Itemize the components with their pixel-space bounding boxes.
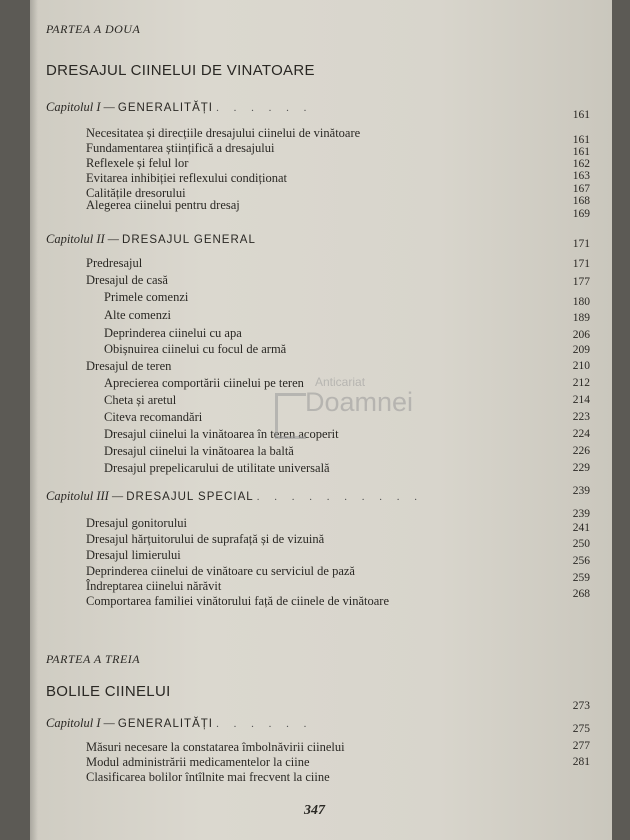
toc-entry: Predresajul [86,256,143,270]
chapter-heading [46,232,256,247]
toc-entry: Aprecierea comportării ciinelui pe teren [104,376,304,390]
toc-entry-page: 163 [572,170,590,182]
chapter-page: 239 [572,485,590,497]
chapter-page: 161 [572,109,590,121]
toc-entry-page: 273 [572,700,590,712]
toc-entry: Măsuri necesare la constatarea îmbolnăvirii ciinelui [86,740,345,754]
chapter-title: GENERALITĂȚI [117,718,213,730]
toc-entry: Cheta și aretul [104,393,177,407]
toc-entry-page: 210 [572,360,590,372]
chapter-heading [46,100,312,115]
toc-entry: Îndreptarea ciinelui nărăvit [86,579,222,593]
page-number: 347 [304,803,325,818]
toc-entry-page: 277 [572,740,590,752]
leader-dots: . . . . . . [216,718,313,730]
toc-entry-page: 169 [572,208,590,220]
toc-entry-page: 239 [572,508,590,520]
toc-entry: Clasificarea bolilor întîlnite mai frecvent la ciine [86,770,330,784]
toc-entry: Evitarea inhibiției reflexului condiționat [86,171,287,185]
toc-entry-page: 226 [572,445,590,457]
toc-entry-page: 241 [572,522,590,534]
toc-entry: Primele comenzi [104,290,189,304]
toc-entry-page: 167 [572,183,590,195]
toc-entry: Alegerea ciinelui pentru dresaj [86,198,240,212]
watermark-big-text: Doamnei [305,387,414,417]
chapter-title: DRESAJUL SPECIAL [126,491,254,503]
toc-entry-page: 177 [572,276,590,288]
toc-entry-page: 256 [572,555,590,567]
chapter-title: GENERALITĂȚI [117,102,213,114]
chapter-title: DRESAJUL GENERAL [122,234,256,246]
watermark-bracket-shape [275,393,306,439]
toc-entry: Calitățile dresorului [86,186,186,200]
toc-entry: Modul administrării medicamentelor la ciine [86,755,310,769]
leader-dots: . . . . . . [216,102,313,114]
chapter-page: 171 [572,238,590,250]
anticariat-watermark-logo [275,375,445,445]
toc-entry-page: 189 [572,312,590,324]
toc-entry-page: 161 [572,146,590,158]
toc-entry-page: 206 [572,329,590,341]
chapter-page: 275 [572,723,590,735]
toc-entry: Alte comenzi [104,308,171,322]
toc-entry-page: 214 [572,394,590,406]
toc-entry: Dresajul ciinelui la vinătoarea în teren acoperit [104,427,339,441]
chapter-heading [46,489,423,504]
toc-entry-page: 161 [572,134,590,146]
toc-entry-page: 162 [572,158,590,170]
chapter-label: Capitolul II — [46,232,123,246]
book-page [30,0,612,840]
toc-entry: Dresajul gonitorului [86,516,188,530]
toc-entry-page: 259 [572,572,590,584]
chapter-label: Capitolul III — [46,489,127,503]
part3-title: BOLILE CIINELUI [46,683,171,700]
chapter-label: Capitolul I — [46,716,118,730]
toc-entry-page: 281 [572,756,590,768]
part2-title: DRESAJUL CIINELUI DE VINATOARE [46,62,315,79]
toc-entry-page: 168 [572,195,590,207]
chapter-label: Capitolul I — [46,100,118,114]
leader-dots: . . . . . . . . . . [256,491,424,503]
toc-entry: Dresajul prepelicarului de utilitate universală [104,461,330,475]
page-gutter-shadow [30,0,38,840]
toc-entry: Obișnuirea ciinelui cu focul de armă [104,342,287,356]
toc-entry: Deprinderea ciinelui cu apa [104,326,242,340]
toc-entry-page: 268 [572,588,590,600]
toc-entry-page: 180 [572,296,590,308]
toc-entry-page: 250 [572,538,590,550]
toc-entry: Dresajul de casă [86,273,168,287]
toc-entry: Dresajul ciinelui la vinătoarea la baltă [104,444,294,458]
part3-heading: PARTEA A TREIA [46,652,141,666]
toc-entry-page: 171 [572,258,590,270]
toc-entry-page: 224 [572,428,590,440]
toc-entry: Deprinderea ciinelui de vinătoare cu serviciul de pază [86,564,355,578]
toc-entry: Fundamentarea științifică a dresajului [86,141,275,155]
toc-entry: Dresajul de teren [86,359,172,373]
part2-heading: PARTEA A DOUA [46,22,141,36]
toc-entry: Reflexele și felul lor [86,156,189,170]
toc-entry: Dresajul limierului [86,548,181,562]
watermark-small-text: Anticariat [315,375,366,389]
toc-entry-page: 212 [572,377,590,389]
chapter-heading [46,716,312,731]
toc-entry: Citeva recomandări [104,410,203,424]
toc-entry: Necesitatea și direcțiile dresajului ciinelui de vinătoare [86,126,361,140]
toc-entry-page: 229 [572,462,590,474]
toc-entry-page: 209 [572,344,590,356]
toc-entry: Dresajul hărțuitorului de suprafață și de vizuină [86,532,325,546]
toc-entry: Comportarea familiei vinătorului față de ciinele de vinătoare [86,594,389,608]
toc-entry-page: 223 [572,411,590,423]
